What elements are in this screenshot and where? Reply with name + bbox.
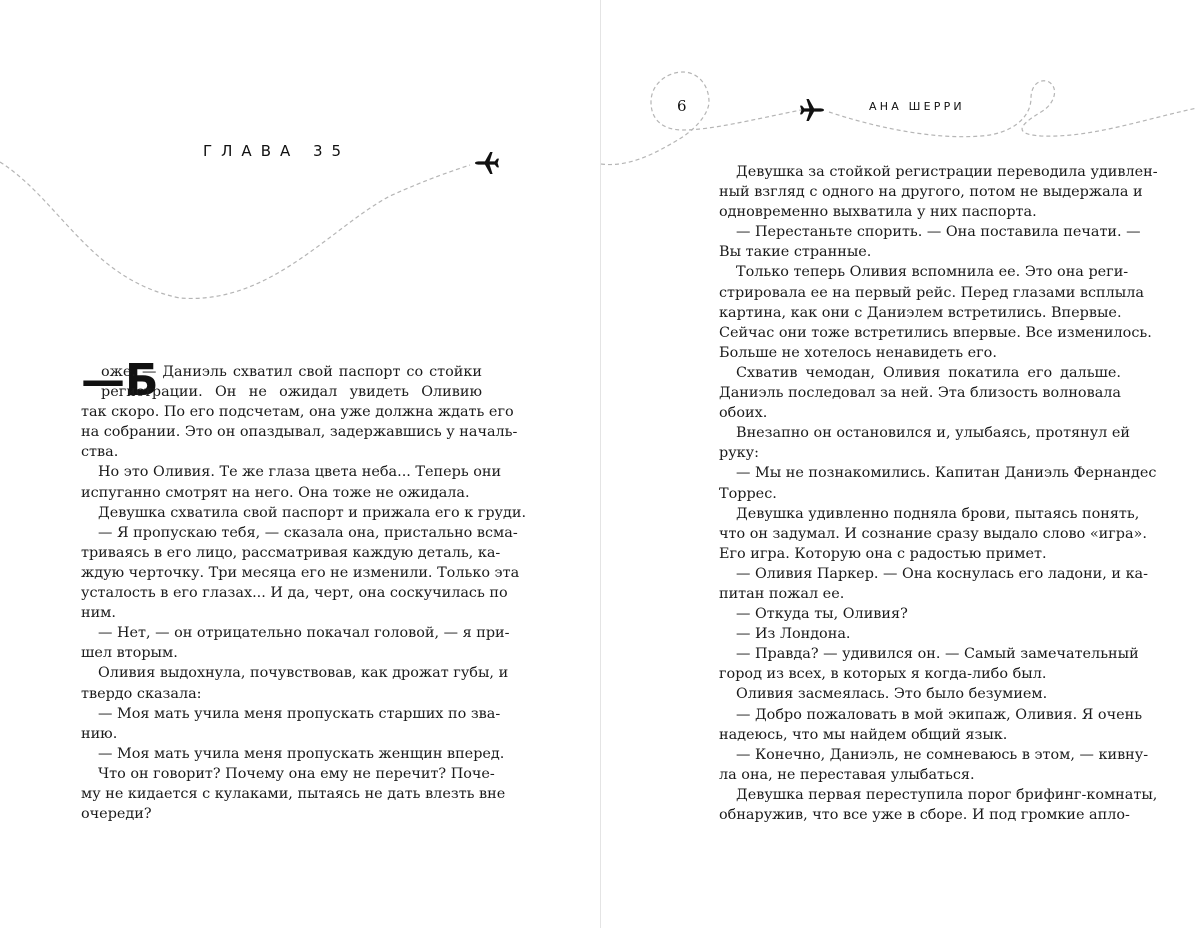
text-line: Сейчас они тоже встретились впервые. Все изменилось. [719,324,1152,341]
text-line: питан пожал ее. [719,585,845,602]
text-line: город из всех, в которых я когда-либо был. [719,666,1047,683]
text-line: ный взгляд с одного на другого, потом не выдержала и [719,184,1143,201]
text-line: Девушка удивленно подняла брови, пытаясь понять, [736,505,1140,522]
text-line: му не кидается с кулаками, пытаясь не дать влезть вне [81,785,506,802]
text-line: ждую черточку. Три месяца его не изменили. Только эта [81,564,520,581]
text-line: на собрании. Это он опаздывал, задержавшись у началь- [81,424,518,441]
text-line: — Правда? — удивился он. — Самый замечательный [736,646,1139,663]
drop-cap: —Б [81,355,159,406]
text-line: ла она, не переставая улыбаться. [719,766,975,783]
text-line: одновременно выхватила у них паспорта. [719,204,1037,221]
flight-path-decoration [601,0,1197,180]
text-line: Схватив чемодан, Оливия покатила его дальше. [736,364,1121,381]
text-line: обоих. [719,405,768,422]
text-line: ним. [81,605,116,622]
text-line: обнаружив, что все уже в сборе. И под громкие апло- [719,807,1130,823]
left-page-body [81,362,527,824]
page-number: 6 [677,97,687,115]
text-line: Девушка за стойкой регистрации переводила удивлен- [736,164,1158,180]
text-line: Девушка схватила свой паспорт и прижала его к груди. [98,504,527,521]
text-line: — Моя мать учила меня пропускать старших по зва- [98,705,501,722]
text-line: Что он говорит? Почему она ему не перечит? Поче- [98,765,495,782]
text-line: руку: [719,445,759,462]
airplane-icon [800,99,824,121]
text-line: — Конечно, Даниэль, не сомневаюсь в этом, — кивну- [736,746,1149,763]
airplane-icon [475,152,499,174]
text-line: Даниэль последовал за ней. Эта близость волновала [719,385,1121,402]
text-line: Оливия засмеялась. Это было безумием. [736,686,1048,703]
text-line: нию. [81,725,118,742]
text-line: Но это Оливия. Те же глаза цвета неба... Теперь они [98,464,502,481]
text-line: твердо сказала: [81,685,202,702]
text-line: — Оливия Паркер. — Она коснулась его ладони, и ка- [736,565,1149,582]
text-line: — Моя мать учила меня пропускать женщин вперед. [98,745,505,762]
text-line: Внезапно он остановился и, улыбаясь, протянул ей [736,425,1130,442]
text-line: — Нет, — он отрицательно покачал головой, — я при- [98,625,510,642]
dashed-flight-path-left [601,72,801,165]
text-line: — Мы не познакомились. Капитан Даниэль Фернандес [736,465,1157,482]
text-line: очереди? [81,806,152,823]
text-line: усталость в его глазах... И да, черт, она соскучилась по [81,585,508,602]
text-line: Его игра. Которую она с радостью примет. [719,545,1047,562]
text-line: Только теперь Оливия вспомнила ее. Это она реги- [736,264,1129,281]
text-line: Девушка первая переступила порог брифинг-комнаты, [736,786,1158,803]
text-line: Больше не хотелось ненавидеть его. [719,344,997,361]
right-page-body [719,162,1158,825]
text-line: Вы такие странные. [719,244,872,261]
text-line: Торрес. [719,485,777,502]
text-line: — Добро пожаловать в мой экипаж, Оливия. Я очень [736,706,1143,723]
text-line: шел вторым. [81,645,178,662]
text-line: — Откуда ты, Оливия? [736,606,908,623]
text-line: — Перестаньте спорить. — Она поставила печати. — [736,224,1141,241]
text-line: так скоро. По его подсчетам, она уже должна ждать его [81,404,514,421]
text-line: Оливия выдохнула, почувствовав, как дрожат губы, и [98,665,509,682]
text-line: триваясь в его лицо, рассматривая каждую деталь, ка- [81,544,501,561]
text-line: ства. [81,444,119,461]
dashed-flight-path [0,162,470,298]
text-line: испуганно смотрят на него. Она тоже не ожидала. [81,484,470,501]
text-line: — Из Лондона. [736,626,851,643]
text-line: стрировала ее на первый рейс. Перед глазами всплыла [719,284,1144,301]
text-line: регистрации. Он не ожидал увидеть Оливию [101,384,482,401]
text-line: что он задумал. И сознание сразу выдало слово «игра». [719,525,1147,542]
flight-path-decoration [0,0,600,320]
text-line: картина, как они с Даниэлем встретились. Впервые. [719,304,1122,321]
text-line: надеюсь, что мы найдем общий язык. [719,726,1008,743]
text-line: — Я пропускаю тебя, — сказала она, пристально всма- [98,524,518,541]
chapter-title: ГЛАВА 35 [203,142,351,160]
text-line: оже. — Даниэль схватил свой паспорт со стойки [101,364,482,380]
running-head-author: АНА ШЕРРИ [869,100,965,113]
right-page [601,0,1197,928]
